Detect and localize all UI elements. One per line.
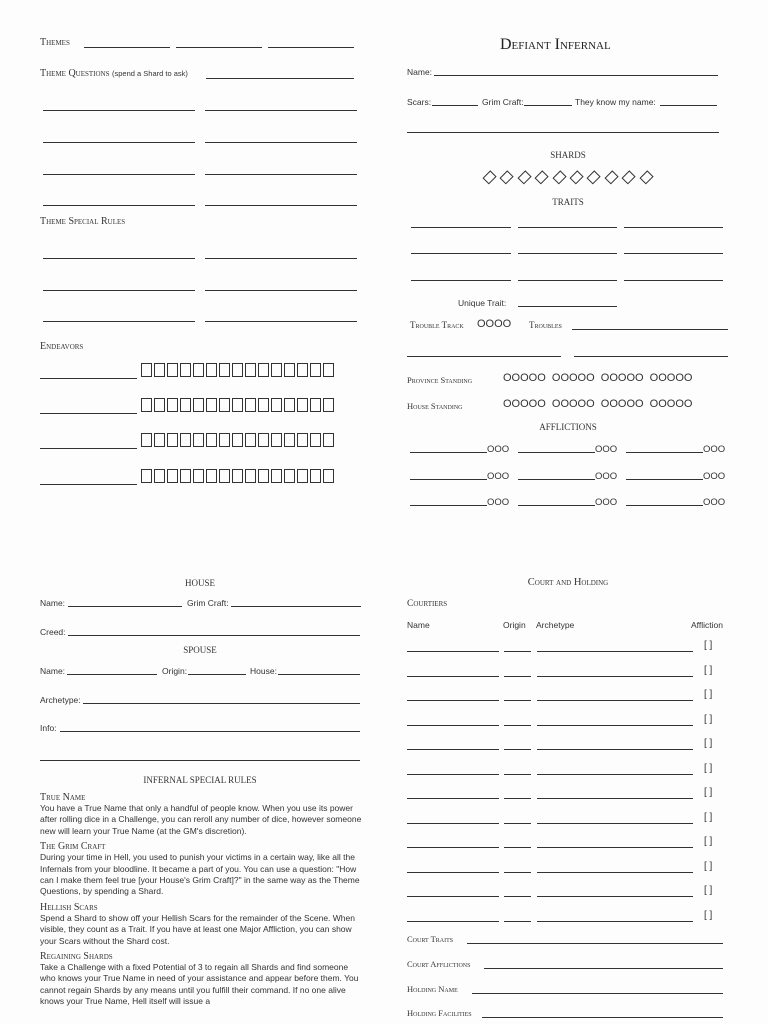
troubles-field-2[interactable] (407, 356, 561, 357)
endeavor-box[interactable] (193, 433, 204, 447)
endeavor-box[interactable] (310, 433, 321, 447)
rule-title: Regaining Shards (40, 951, 113, 963)
endeavor-box[interactable] (297, 469, 308, 483)
col-affliction: Affliction (691, 620, 723, 630)
spouse-heading: SPOUSE (183, 645, 217, 655)
courtier-archetype-field[interactable] (537, 774, 693, 775)
endeavor-boxes (141, 433, 336, 452)
col-origin: Origin (503, 620, 526, 630)
troubles-field-3[interactable] (574, 356, 728, 357)
themes-label: Themes (40, 37, 70, 48)
endeavor-box[interactable] (271, 398, 282, 412)
endeavor-box[interactable] (219, 398, 230, 412)
rule-text: You have a True Name that only a handful of people know. When you use its power after rolling dice in a Challenge, you can reroll any number of dice, however someone new will learn your True Name (at the GM's discretion). (40, 803, 362, 836)
house-name-field[interactable] (68, 606, 182, 607)
house-standing-label: House Standing (407, 401, 463, 411)
theme-question-line[interactable] (205, 174, 357, 175)
courtier-origin-field[interactable] (504, 823, 531, 824)
courtier-affliction-box[interactable]: [ ] (704, 762, 713, 774)
spouse-origin-field[interactable] (188, 674, 246, 675)
they-know-label: They know my name: (575, 97, 656, 107)
courtier-origin-field[interactable] (504, 700, 531, 701)
theme-field-1[interactable] (84, 47, 170, 48)
courtier-name-field[interactable] (407, 798, 499, 799)
courtier-archetype-field[interactable] (537, 676, 693, 677)
courtier-origin-field[interactable] (504, 896, 531, 897)
courtier-archetype-field[interactable] (537, 651, 693, 652)
courtier-name-field[interactable] (407, 774, 499, 775)
endeavor-box[interactable] (284, 433, 295, 447)
affliction-circles[interactable]: OOO (487, 497, 510, 508)
theme-question-field[interactable] (206, 78, 354, 79)
courtier-name-field[interactable] (407, 725, 499, 726)
endeavor-box[interactable] (310, 363, 321, 377)
troubles-field[interactable] (572, 329, 728, 330)
trait-field[interactable] (518, 280, 617, 281)
court-traits-field[interactable] (467, 943, 723, 944)
trait-field[interactable] (624, 253, 723, 254)
courtier-name-field[interactable] (407, 847, 499, 848)
rule-title: Hellish Scars (40, 901, 98, 913)
holding-facilities-label: Holding Facilities (407, 1008, 472, 1018)
courtier-affliction-box[interactable]: [ ] (704, 738, 713, 749)
theme-question-line[interactable] (205, 110, 357, 111)
endeavor-name-field[interactable] (40, 448, 137, 449)
courtier-origin-field[interactable] (504, 774, 531, 775)
shard-diamond[interactable] (552, 170, 566, 184)
endeavor-name-field[interactable] (40, 378, 137, 379)
scars-field[interactable] (432, 105, 478, 106)
sheet-title: Defiant Infernal (500, 36, 611, 53)
courtier-origin-field[interactable] (504, 725, 531, 726)
courtier-archetype-field[interactable] (537, 896, 693, 897)
holding-name-label: Holding Name (407, 984, 458, 994)
theme-rule-line[interactable] (43, 321, 195, 322)
endeavor-boxes (141, 363, 336, 382)
archetype-label: Archetype: (40, 695, 81, 705)
endeavor-name-field[interactable] (40, 413, 137, 414)
endeavor-box[interactable] (297, 433, 308, 447)
spouse-name-label: Name: (40, 666, 66, 676)
grim-craft-label: Grim Craft: (482, 97, 524, 107)
infernal-rules-heading: INFERNAL SPECIAL RULES (143, 775, 257, 785)
affliction-circles[interactable]: OOO (595, 444, 618, 455)
endeavor-box[interactable] (245, 363, 256, 377)
courtier-affliction-box[interactable]: [ ] (704, 713, 713, 725)
shard-diamond[interactable] (517, 170, 531, 184)
rule-title: The Grim Craft (40, 841, 106, 853)
endeavor-box[interactable] (193, 363, 204, 377)
endeavor-box[interactable] (310, 398, 321, 412)
courtier-origin-field[interactable] (504, 651, 531, 652)
endeavor-box[interactable] (271, 469, 282, 483)
col-name: Name (407, 620, 430, 630)
archetype-field[interactable] (83, 703, 360, 704)
affliction-field[interactable] (626, 479, 703, 480)
endeavor-box[interactable] (284, 398, 295, 412)
endeavor-box[interactable] (297, 363, 308, 377)
courtier-archetype-field[interactable] (537, 847, 693, 848)
unique-trait-field[interactable] (518, 306, 617, 307)
courtier-affliction-box[interactable]: [ ] (704, 885, 713, 896)
endeavor-box[interactable] (245, 469, 256, 483)
endeavor-box[interactable] (141, 433, 152, 447)
affliction-field[interactable] (410, 452, 487, 453)
theme-field-2[interactable] (176, 47, 262, 48)
theme-questions-note: (spend a Shard to ask) (112, 69, 188, 78)
unique-trait-label: Unique Trait: (458, 298, 507, 308)
house-heading: HOUSE (184, 578, 215, 588)
affliction-field[interactable] (518, 479, 595, 480)
courtier-name-field[interactable] (407, 749, 499, 750)
name-label: Name: (407, 67, 433, 77)
shard-diamond[interactable] (500, 170, 514, 184)
courtier-affliction-box[interactable]: [ ] (704, 787, 713, 798)
endeavor-box[interactable] (323, 363, 334, 377)
courtier-name-field[interactable] (407, 651, 499, 652)
courtier-origin-field[interactable] (504, 749, 531, 750)
courtier-affliction-box[interactable]: [ ] (704, 860, 713, 872)
province-standing-label: Province Standing (407, 375, 473, 385)
spouse-origin-label: Origin: (162, 666, 188, 676)
courtier-origin-field[interactable] (504, 798, 531, 799)
endeavor-box[interactable] (232, 398, 243, 412)
info-field-2[interactable] (40, 760, 360, 761)
endeavor-box[interactable] (193, 398, 204, 412)
trouble-track-circles[interactable]: OOOO (477, 318, 512, 330)
endeavor-box[interactable] (271, 363, 282, 377)
endeavor-box[interactable] (323, 433, 334, 447)
endeavor-box[interactable] (232, 469, 243, 483)
affliction-circles[interactable]: OOO (703, 444, 726, 455)
info-label: Info: (40, 723, 57, 733)
affliction-field[interactable] (410, 505, 487, 506)
endeavor-boxes (141, 469, 336, 488)
endeavor-box[interactable] (232, 433, 243, 447)
court-afflictions-field[interactable] (484, 968, 723, 969)
endeavor-box[interactable] (206, 398, 217, 412)
endeavor-box[interactable] (297, 398, 308, 412)
name-field[interactable] (434, 75, 718, 76)
theme-questions-text: Theme Questions (40, 68, 110, 79)
spouse-name-field[interactable] (67, 674, 157, 675)
creed-label: Creed: (40, 627, 66, 637)
grim-craft-field[interactable] (524, 105, 572, 106)
trait-field[interactable] (518, 227, 617, 228)
theme-rule-line[interactable] (43, 290, 195, 291)
endeavor-box[interactable] (154, 469, 165, 483)
endeavor-box[interactable] (245, 433, 256, 447)
spouse-house-field[interactable] (278, 674, 360, 675)
endeavor-box[interactable] (167, 398, 178, 412)
endeavor-name-field[interactable] (40, 484, 137, 485)
theme-special-rules-label: Theme Special Rules (40, 216, 126, 227)
endeavor-box[interactable] (141, 363, 152, 377)
court-heading: Court and Holding (527, 577, 609, 588)
courtier-affliction-box[interactable]: [ ] (704, 811, 713, 823)
trait-field[interactable] (624, 280, 723, 281)
courtier-name-field[interactable] (407, 921, 499, 922)
courtier-origin-field[interactable] (504, 847, 531, 848)
extra-field[interactable] (407, 132, 719, 133)
col-archetype: Archetype (536, 620, 575, 630)
rule-section (40, 951, 364, 1008)
theme-question-line[interactable] (205, 142, 357, 143)
they-know-field[interactable] (660, 105, 717, 106)
shard-diamond[interactable] (587, 170, 601, 184)
rule-text: Take a Challenge with a fixed Potential of 3 to regain all Shards and find someone who knows your True Name in need of your assistance and appear before them. You cannot regain Shards by any means until you fulfill their command. If no one alive knows your True Name, Hell itself will issue a (40, 962, 359, 1007)
court-traits-label: Court Traits (407, 934, 454, 944)
theme-rule-line[interactable] (205, 258, 357, 259)
endeavor-box[interactable] (180, 398, 191, 412)
rule-section (40, 792, 364, 837)
courtier-archetype-field[interactable] (537, 921, 693, 922)
holding-name-field[interactable] (472, 993, 723, 994)
endeavors-label: Endeavors (40, 341, 84, 352)
shard-diamond[interactable] (639, 170, 653, 184)
theme-field-3[interactable] (268, 47, 354, 48)
shard-diamonds (481, 172, 655, 183)
shards-label: SHARDS (550, 150, 586, 160)
house-grim-craft-field[interactable] (231, 606, 361, 607)
endeavor-box[interactable] (206, 363, 217, 377)
endeavor-box[interactable] (154, 398, 165, 412)
courtier-affliction-box[interactable]: [ ] (704, 909, 713, 921)
courtier-name-field[interactable] (407, 823, 499, 824)
affliction-circles[interactable]: OOO (487, 444, 510, 455)
affliction-field[interactable] (626, 452, 703, 453)
shard-diamond[interactable] (482, 170, 496, 184)
affliction-field[interactable] (518, 505, 595, 506)
infernal-rules (40, 792, 364, 1024)
endeavor-box[interactable] (219, 363, 230, 377)
endeavor-box[interactable] (167, 469, 178, 483)
courtier-name-field[interactable] (407, 700, 499, 701)
affliction-circles[interactable]: OOO (595, 497, 618, 508)
endeavor-box[interactable] (284, 469, 295, 483)
endeavor-box[interactable] (323, 469, 334, 483)
house-standing-circles[interactable]: OOOOO OOOOO OOOOO OOOOO (503, 398, 693, 410)
theme-question-line[interactable] (205, 205, 357, 206)
courtier-origin-field[interactable] (504, 872, 531, 873)
endeavor-box[interactable] (206, 433, 217, 447)
province-standing-circles[interactable]: OOOOO OOOOO OOOOO OOOOO (503, 372, 693, 384)
endeavor-box[interactable] (154, 363, 165, 377)
affliction-circles[interactable]: OOO (703, 497, 726, 508)
theme-question-line[interactable] (43, 174, 195, 175)
courtier-origin-field[interactable] (504, 676, 531, 677)
afflictions-label: AFFLICTIONS (539, 422, 597, 432)
spouse-house-label: House: (250, 666, 277, 676)
endeavor-box[interactable] (258, 433, 269, 447)
info-field[interactable] (60, 731, 360, 732)
affliction-field[interactable] (410, 479, 487, 480)
theme-rule-line[interactable] (43, 258, 195, 259)
trouble-track-label: Trouble Track (410, 320, 464, 330)
rule-text: Spend a Shard to show off your Hellish Scars for the remainder of the Scene. When visible, they count as a Trait. If you have at least one Major Affliction, you can show your Scars without the Shard cost. (40, 912, 355, 946)
scars-label: Scars: (407, 97, 432, 107)
courtier-name-field[interactable] (407, 896, 499, 897)
endeavor-box[interactable] (284, 363, 295, 377)
courtier-archetype-field[interactable] (537, 700, 693, 701)
courtier-affliction-box[interactable]: [ ] (704, 664, 713, 676)
shard-diamond[interactable] (570, 170, 584, 184)
endeavor-box[interactable] (154, 433, 165, 447)
theme-question-line[interactable] (43, 142, 195, 143)
endeavor-box[interactable] (245, 398, 256, 412)
trait-field[interactable] (624, 227, 723, 228)
endeavor-box[interactable] (232, 363, 243, 377)
holding-facilities-field[interactable] (482, 1017, 723, 1018)
house-grim-craft-label: Grim Craft: (187, 598, 229, 608)
rule-text: During your time in Hell, you used to punish your victims in a certain way, like all the Infernals from your bloodline. It became a part of you. You can use a question: "How can I make them feel true [your House's Grim Craft]?" in the same way as the Theme Questions, by spending a Shard. (40, 852, 360, 897)
endeavor-box[interactable] (258, 398, 269, 412)
courtier-archetype-field[interactable] (537, 823, 693, 824)
troubles-label: Troubles (529, 320, 562, 330)
endeavor-box[interactable] (180, 433, 191, 447)
trait-field[interactable] (411, 253, 511, 254)
courtier-name-field[interactable] (407, 872, 499, 873)
endeavor-box[interactable] (167, 363, 178, 377)
endeavor-box[interactable] (141, 398, 152, 412)
rule-section (40, 902, 364, 947)
traits-label: TRAITS (552, 197, 584, 207)
house-name-label: Name: (40, 598, 66, 608)
shard-diamond[interactable] (535, 170, 549, 184)
court-afflictions-label: Court Afflictions (407, 959, 471, 969)
rule-section (40, 841, 364, 898)
courtier-origin-field[interactable] (504, 921, 531, 922)
courtier-affliction-box[interactable]: [ ] (704, 640, 713, 651)
shard-diamond[interactable] (622, 170, 636, 184)
theme-questions-label (40, 68, 188, 79)
creed-field[interactable] (68, 635, 360, 636)
theme-question-line[interactable] (43, 205, 195, 206)
affliction-circles[interactable]: OOO (703, 471, 726, 482)
courtier-archetype-field[interactable] (537, 749, 693, 750)
endeavor-box[interactable] (258, 469, 269, 483)
courtiers-label: Courtiers (407, 599, 448, 609)
courtier-affliction-box[interactable]: [ ] (704, 836, 713, 847)
courtier-archetype-field[interactable] (537, 725, 693, 726)
endeavor-box[interactable] (141, 469, 152, 483)
affliction-field[interactable] (518, 452, 595, 453)
endeavor-box[interactable] (323, 398, 334, 412)
endeavor-box[interactable] (180, 363, 191, 377)
endeavor-boxes (141, 398, 336, 417)
courtier-archetype-field[interactable] (537, 798, 693, 799)
endeavor-box[interactable] (271, 433, 282, 447)
courtier-affliction-box[interactable]: [ ] (704, 689, 713, 700)
theme-rule-line[interactable] (205, 290, 357, 291)
endeavor-box[interactable] (219, 433, 230, 447)
trait-field[interactable] (518, 253, 617, 254)
shard-diamond[interactable] (604, 170, 618, 184)
endeavor-box[interactable] (310, 469, 321, 483)
endeavor-box[interactable] (193, 469, 204, 483)
theme-question-line[interactable] (43, 110, 195, 111)
courtier-archetype-field[interactable] (537, 872, 693, 873)
endeavor-box[interactable] (206, 469, 217, 483)
endeavor-box[interactable] (258, 363, 269, 377)
affliction-circles[interactable]: OOO (487, 471, 510, 482)
trait-field[interactable] (411, 227, 511, 228)
rule-title: True Name (40, 792, 86, 803)
courtier-name-field[interactable] (407, 676, 499, 677)
endeavor-box[interactable] (180, 469, 191, 483)
trait-field[interactable] (411, 280, 511, 281)
theme-rule-line[interactable] (205, 321, 357, 322)
endeavor-box[interactable] (167, 433, 178, 447)
endeavor-box[interactable] (219, 469, 230, 483)
affliction-field[interactable] (626, 505, 703, 506)
affliction-circles[interactable]: OOO (595, 471, 618, 482)
